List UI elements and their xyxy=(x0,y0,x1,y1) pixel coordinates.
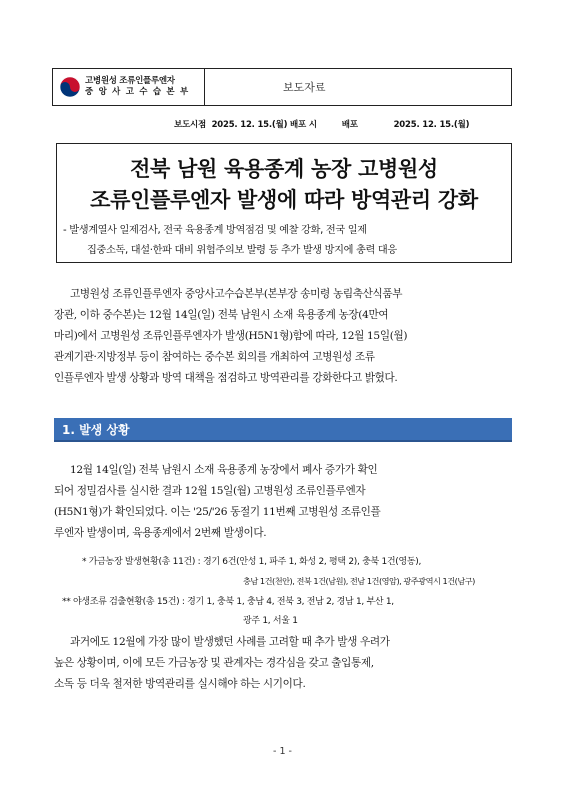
intro-line: 장관, 이하 중수본)는 12월 14일(일) 전북 남원시 소재 육용종계 농장(4만여 xyxy=(54,309,389,321)
taegeuk-logo-icon xyxy=(59,76,81,98)
section-heading-bar xyxy=(54,418,512,442)
intro-line: 관계기관·지방정부 등이 참여하는 중수본 회의를 개최하여 고병원성 조류 xyxy=(54,351,375,363)
poultry-farm-note-continued: 충남 1건(천안), 전북 1건(남원), 전남 1건(영암), 광주광역시 1건(남구) xyxy=(243,576,475,586)
closing-paragraph xyxy=(54,632,514,695)
intro-paragraph xyxy=(54,284,514,389)
wild-bird-note-continued: 광주 1, 서울 1 xyxy=(243,616,298,626)
press-release-label: 보도자료 xyxy=(283,81,326,94)
subtitle-line-1: - 발생계열사 일제검사, 전국 육용종계 방역점검 및 예찰 강화, 전국 일제 xyxy=(63,225,367,236)
headline-line-2: 조류인플루엔자 발생에 따라 방역관리 강화 xyxy=(90,188,478,212)
wild-bird-note: ** 야생조류 검출현황(총 15건) : 경기 1, 충북 1, 충남 4, 전북 3, 전남 2, 경남 1, 부산 1, xyxy=(62,597,394,607)
release-info xyxy=(174,118,514,130)
release-time-label: 보도시점 xyxy=(174,120,207,130)
poultry-farm-note: * 가금농장 발생현황(총 11건) : 경기 6건(안성 1, 파주 1, 화성 2, 평택 2), 충북 1건(영동), xyxy=(82,557,422,567)
org-name-line2: 중 앙 사 고 수 습 본 부 xyxy=(85,87,190,97)
intro-line: 마리)에서 고병원성 조류인플루엔자가 발생(H5N1형)함에 따라, 12월 15일(월) xyxy=(54,330,408,342)
intro-line: 고병원성 조류인플루엔자 중앙사고수습본부(본부장 송미령 농림축산식품부 xyxy=(70,288,403,300)
section-heading-title: 1. 발생 상황 xyxy=(62,423,130,437)
distribution-value: 2025. 12. 15.(월) xyxy=(393,120,470,130)
headline-subtitle xyxy=(63,221,507,261)
subtitle-line-2: 집중소독, 대설·한파 대비 위험주의보 발령 등 추가 발생 방지에 총력 대응 xyxy=(87,245,397,256)
closing-line: 높은 상황이며, 이에 모든 가금농장 및 관계자는 경각심을 갖고 출입통제, xyxy=(54,657,374,669)
intro-line: 인플루엔자 발생 상황과 방역 대책을 점검하고 방역관리를 강화한다고 밝혔다. xyxy=(54,372,398,384)
outbreak-line: 12월 14일(일) 전북 남원시 소재 육용종계 농장에서 폐사 증가가 확인 xyxy=(70,464,378,476)
outbreak-line: (H5N1형)가 확인되었다. 이는 '25/'26 동절기 11번째 고병원성 조류인플 xyxy=(54,506,381,518)
org-name-line1: 고병원성 조류인플루엔자 xyxy=(85,76,175,86)
page-number: - 1 - xyxy=(273,746,292,757)
organization-logo-block xyxy=(53,69,205,105)
headline-line-1: 전북 남원 육용종계 농장 고병원성 xyxy=(130,157,438,181)
press-release-header xyxy=(52,68,512,106)
outbreak-line: 루엔자 발생이며, 육용종계에서 2번째 발생이다. xyxy=(54,527,267,539)
outbreak-line: 되어 정밀검사를 실시한 결과 12월 15일(월) 고병원성 조류인플루엔자 xyxy=(54,485,366,497)
outbreak-paragraph xyxy=(54,460,514,544)
distribution-label: 배포 xyxy=(341,120,358,130)
closing-line: 소독 등 더욱 철저한 방역관리를 실시해야 하는 시기이다. xyxy=(54,678,306,690)
headline-box xyxy=(56,143,512,263)
closing-line: 과거에도 12월에 가장 많이 발생했던 사례를 고려할 때 추가 발생 우려가 xyxy=(70,636,390,648)
release-time-value: 2025. 12. 15.(월) 배포 시 xyxy=(211,120,317,130)
